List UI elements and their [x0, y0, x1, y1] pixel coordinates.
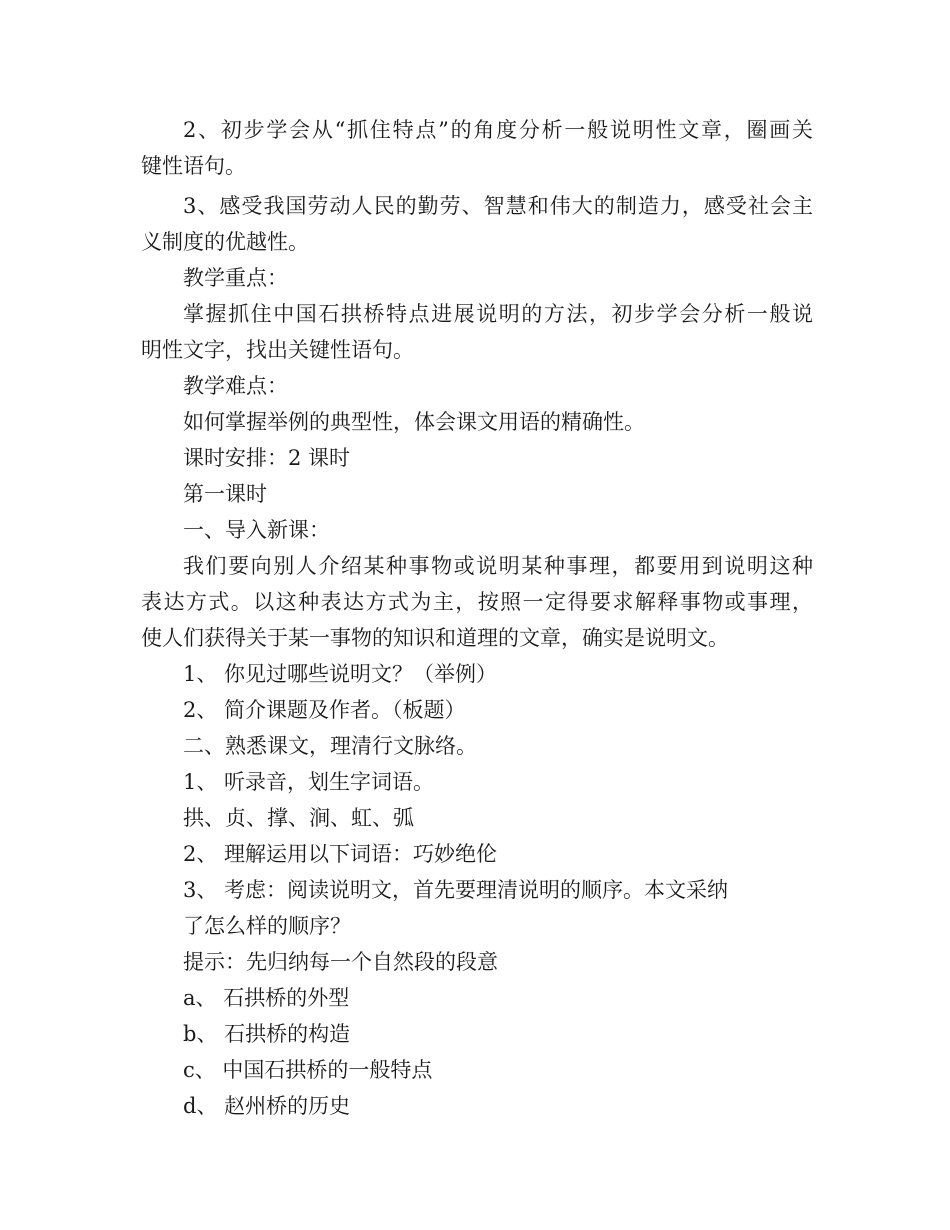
text-line: 键性语句。: [141, 154, 246, 178]
list-item: 1、 你见过哪些说明文？（举例）: [183, 662, 498, 686]
list-item: 1、 听录音，划生字词语。: [183, 770, 435, 794]
text-line: 使人们获得关于某一事物的知识和道理的文章，确实是说明文。: [141, 626, 729, 650]
text-line: 了怎么样的顺序？: [183, 914, 351, 938]
section-heading: 教学难点：: [183, 374, 288, 398]
text-line: 2、初步学会从“抓住特点”的角度分析一般说明性文章，圈画关: [183, 118, 813, 142]
section-heading: 教学重点：: [183, 266, 288, 290]
section-heading: 一、导入新课：: [183, 518, 330, 542]
list-item: c、 中国石拱桥的一般特点: [183, 1058, 433, 1082]
list-item: a、 石拱桥的外型: [183, 986, 350, 1010]
text-line: 3、感受我国劳动人民的勤劳、智慧和伟大的制造力，感受社会主: [183, 194, 813, 218]
text-line: 课时安排：2 课时: [183, 446, 351, 470]
section-heading: 第一课时: [183, 482, 267, 506]
list-item: b、 石拱桥的构造: [183, 1022, 351, 1046]
list-item: d、 赵州桥的历史: [183, 1094, 351, 1118]
list-item: 2、 简介课题及作者。（板题）: [183, 698, 466, 722]
list-item: 3、 考虑：阅读说明文，首先要理清说明的顺序。本文采纳: [183, 878, 729, 902]
text-line: 拱、贞、撑、涧、虹、弧: [183, 806, 414, 830]
text-line: 义制度的优越性。: [141, 230, 309, 254]
text-line: 我们要向别人介绍某种事物或说明某种事理，都要用到说明这种: [183, 554, 813, 578]
section-heading: 二、熟悉课文，理清行文脉络。: [183, 734, 477, 758]
text-line: 掌握抓住中国石拱桥特点进展说明的方法，初步学会分析一般说: [183, 302, 813, 326]
text-line: 明性文字，找出关键性语句。: [141, 338, 414, 362]
text-line: 如何掌握举例的典型性，体会课文用语的精确性。: [183, 410, 645, 434]
text-line: 表达方式。以这种表达方式为主，按照一定得要求解释事物或事理，: [141, 590, 813, 614]
text-line: 提示：先归纳每一个自然段的段意: [183, 950, 498, 974]
list-item: 2、 理解运用以下词语：巧妙绝伦: [183, 842, 498, 866]
